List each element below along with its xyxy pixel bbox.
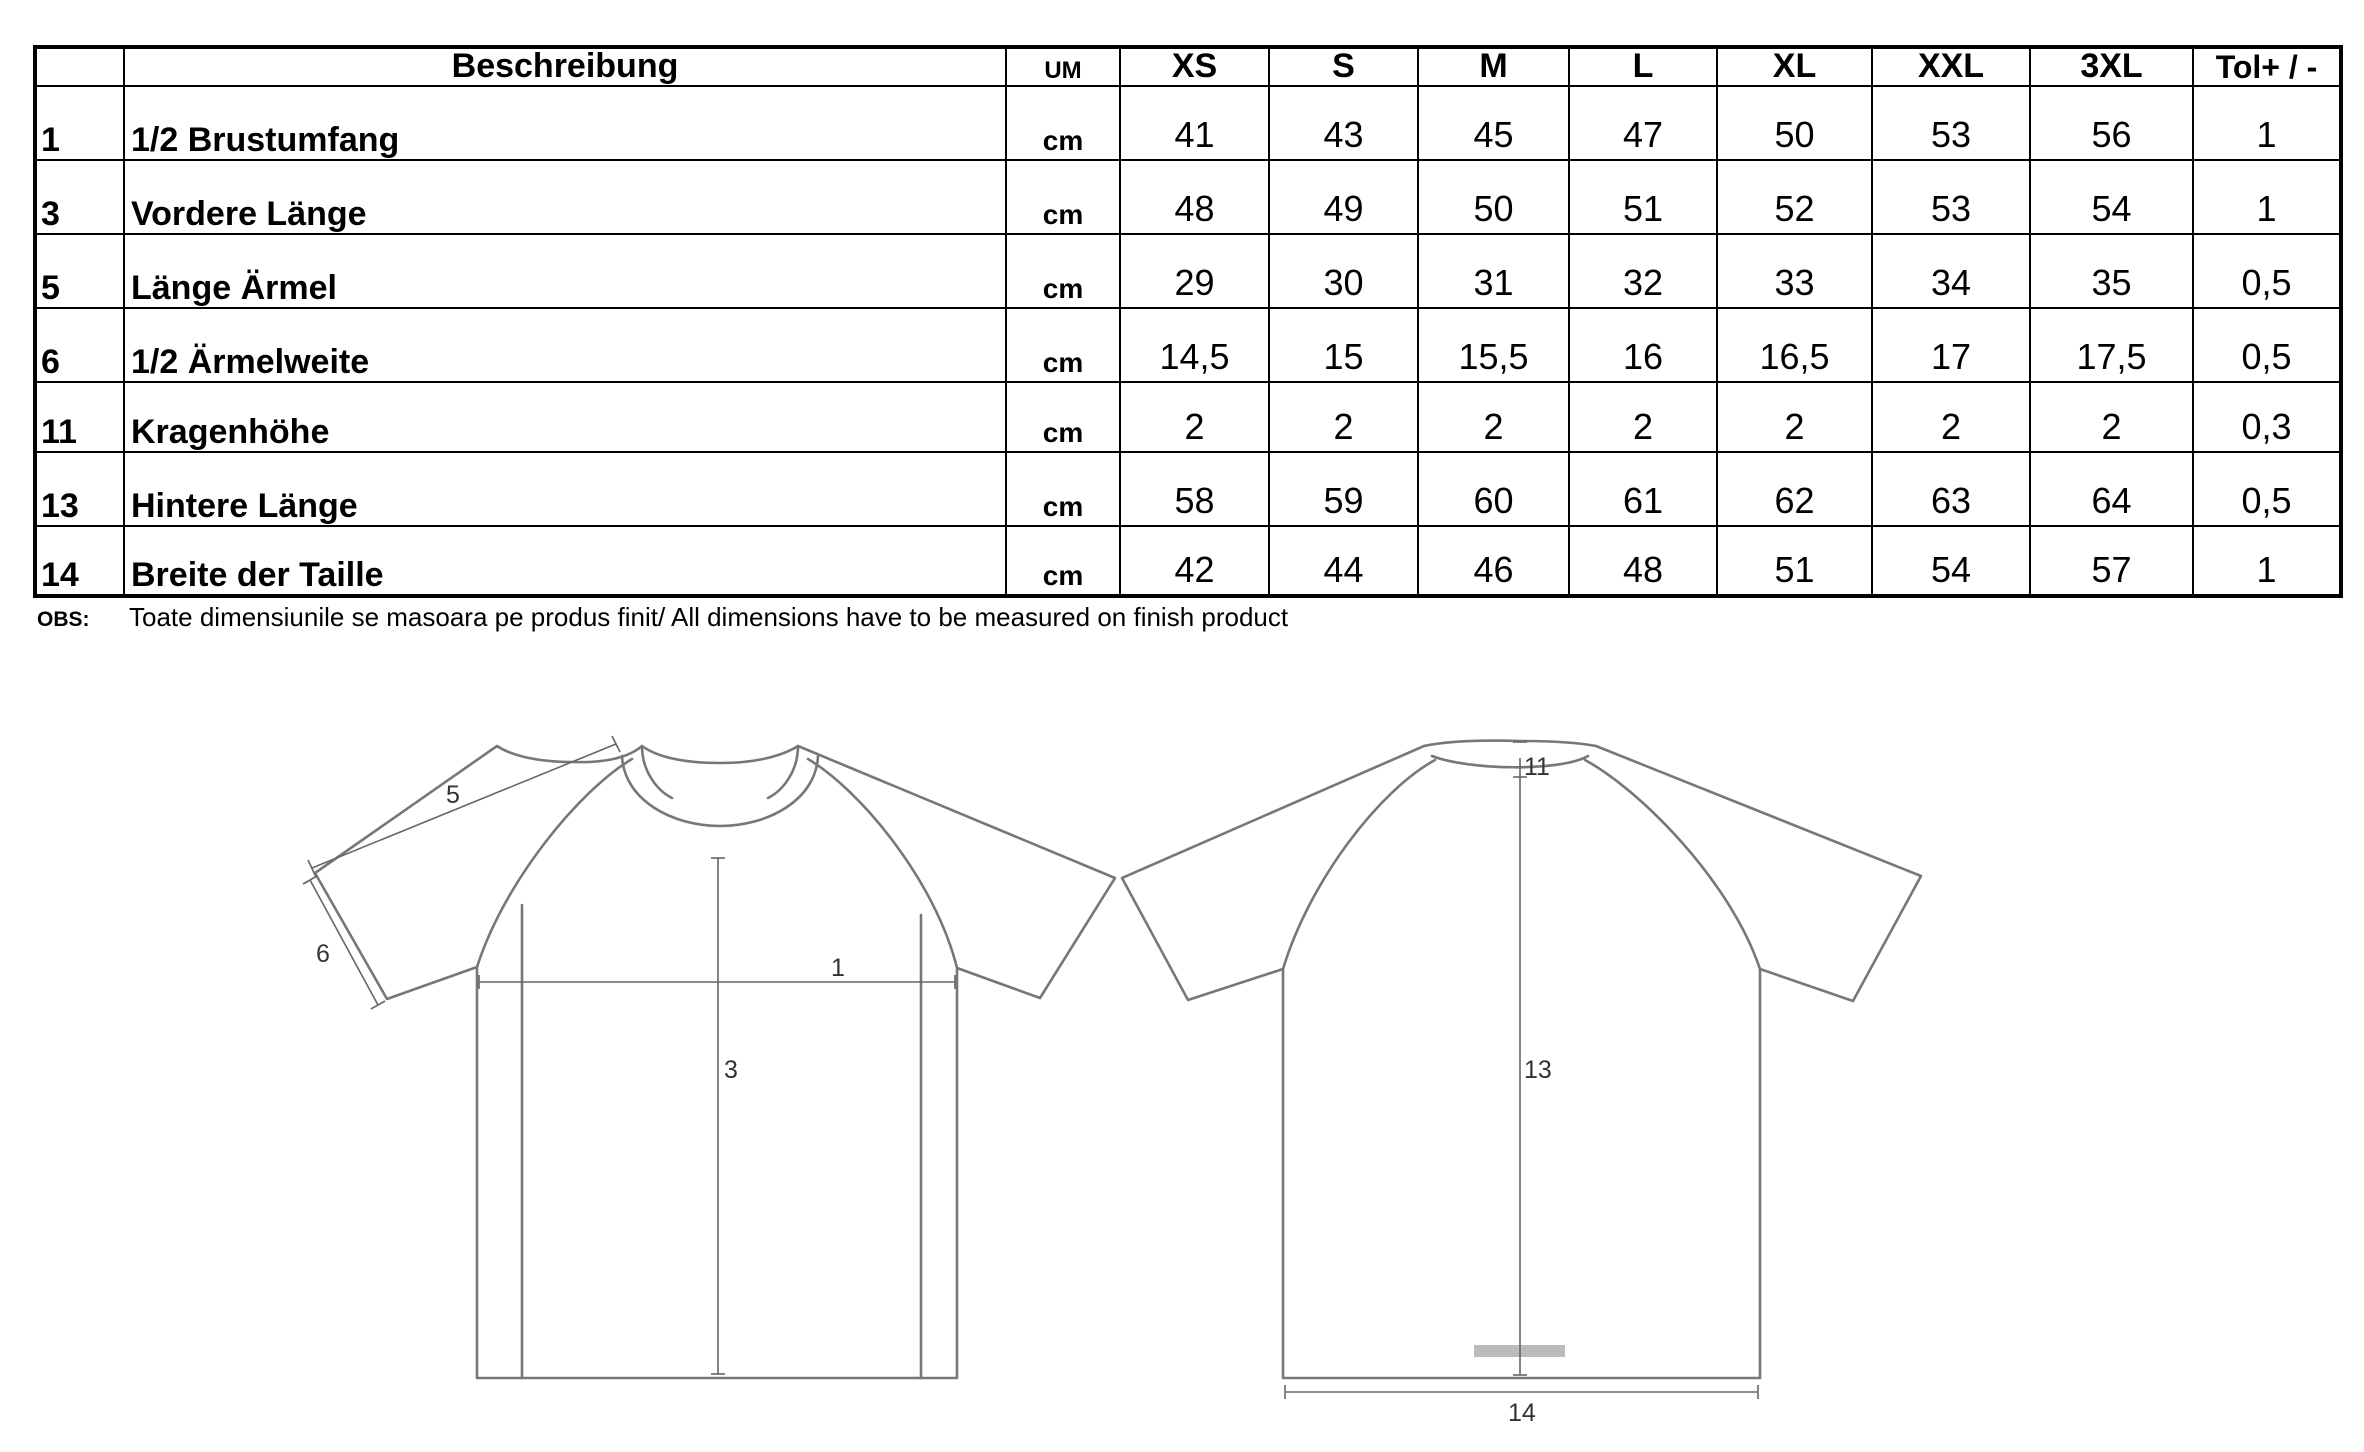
value-xl: 2 <box>1717 382 1872 452</box>
collar-height-label: 11 <box>1524 753 1550 781</box>
value-s: 2 <box>1269 382 1418 452</box>
row-description: 1/2 Brustumfang <box>124 86 1006 160</box>
value-xl: 51 <box>1717 526 1872 596</box>
front-collar-outer-line <box>642 746 798 798</box>
back-length-label: 13 <box>1524 1056 1552 1084</box>
value-s: 43 <box>1269 86 1418 160</box>
header-size-xs: XS <box>1120 47 1269 86</box>
value-tolerance: 0,5 <box>2193 308 2341 382</box>
value-xxl: 54 <box>1872 526 2030 596</box>
value-xxl: 53 <box>1872 160 2030 234</box>
row-description: Hintere Länge <box>124 452 1006 526</box>
value-s: 30 <box>1269 234 1418 308</box>
value-xs: 29 <box>1120 234 1269 308</box>
row-unit: cm <box>1006 86 1120 160</box>
row-unit: cm <box>1006 234 1120 308</box>
value-m: 31 <box>1418 234 1569 308</box>
note-label: OBS: <box>37 608 90 631</box>
value-m: 60 <box>1418 452 1569 526</box>
value-l: 48 <box>1569 526 1717 596</box>
value-l: 61 <box>1569 452 1717 526</box>
header-size-xl: XL <box>1717 47 1872 86</box>
back-tshirt-drawing <box>1122 741 1921 1378</box>
value-s: 49 <box>1269 160 1418 234</box>
value-l: 2 <box>1569 382 1717 452</box>
value-3xl: 64 <box>2030 452 2193 526</box>
value-3xl: 56 <box>2030 86 2193 160</box>
value-tolerance: 1 <box>2193 160 2341 234</box>
value-xxl: 53 <box>1872 86 2030 160</box>
front-dimension-lines <box>303 736 955 1374</box>
value-tolerance: 0,5 <box>2193 234 2341 308</box>
value-tolerance: 0,5 <box>2193 452 2341 526</box>
value-s: 15 <box>1269 308 1418 382</box>
value-xxl: 63 <box>1872 452 2030 526</box>
value-m: 46 <box>1418 526 1569 596</box>
header-size-3xl: 3XL <box>2030 47 2193 86</box>
back-right-raglan-seam <box>1585 760 1760 969</box>
value-3xl: 35 <box>2030 234 2193 308</box>
row-description: Vordere Länge <box>124 160 1006 234</box>
row-unit: cm <box>1006 308 1120 382</box>
value-xs: 42 <box>1120 526 1269 596</box>
row-number: 11 <box>35 382 124 452</box>
back-dimension-lines <box>1285 742 1758 1427</box>
value-m: 2 <box>1418 382 1569 452</box>
value-tolerance: 1 <box>2193 526 2341 596</box>
row-description: Länge Ärmel <box>124 234 1006 308</box>
value-xs: 14,5 <box>1120 308 1269 382</box>
header-size-l: L <box>1569 47 1717 86</box>
front-right-raglan-seam <box>808 759 957 968</box>
value-l: 16 <box>1569 308 1717 382</box>
row-description: 1/2 Ärmelweite <box>124 308 1006 382</box>
row-unit: cm <box>1006 160 1120 234</box>
value-3xl: 2 <box>2030 382 2193 452</box>
sleeve-width-label: 6 <box>316 940 330 968</box>
note-text: Toate dimensiunile se masoara pe produs finit/ All dimensions have to be measured on finish product <box>129 602 1289 632</box>
value-tolerance: 0,3 <box>2193 382 2341 452</box>
value-3xl: 57 <box>2030 526 2193 596</box>
sleeve-length-dimension-tick <box>612 736 620 752</box>
back-collar-band <box>1432 756 1588 767</box>
waist-width-label: 14 <box>1508 1399 1536 1427</box>
row-description: Breite der Taille <box>124 526 1006 596</box>
value-s: 59 <box>1269 452 1418 526</box>
value-s: 44 <box>1269 526 1418 596</box>
value-tolerance: 1 <box>2193 86 2341 160</box>
value-xl: 52 <box>1717 160 1872 234</box>
row-unit: cm <box>1006 382 1120 452</box>
value-xxl: 34 <box>1872 234 2030 308</box>
sleeve-width-dimension-tick <box>371 1001 385 1009</box>
back-shirt-outline <box>1122 741 1921 1378</box>
value-xl: 62 <box>1717 452 1872 526</box>
value-xs: 48 <box>1120 160 1269 234</box>
value-m: 15,5 <box>1418 308 1569 382</box>
header-size-s: S <box>1269 47 1418 86</box>
row-unit: cm <box>1006 526 1120 596</box>
value-m: 50 <box>1418 160 1569 234</box>
value-xl: 16,5 <box>1717 308 1872 382</box>
row-number: 13 <box>35 452 124 526</box>
value-l: 47 <box>1569 86 1717 160</box>
row-number: 5 <box>35 234 124 308</box>
header-tolerance: Tol+ / - <box>2193 47 2341 86</box>
value-xl: 33 <box>1717 234 1872 308</box>
row-number: 1 <box>35 86 124 160</box>
front-left-raglan-seam <box>477 759 632 967</box>
value-xs: 41 <box>1120 86 1269 160</box>
row-number: 14 <box>35 526 124 596</box>
value-m: 45 <box>1418 86 1569 160</box>
value-xxl: 17 <box>1872 308 2030 382</box>
sleeve-length-label: 5 <box>446 781 460 809</box>
value-xl: 50 <box>1717 86 1872 160</box>
value-xxl: 2 <box>1872 382 2030 452</box>
front-length-label: 3 <box>724 1056 738 1084</box>
back-left-raglan-seam <box>1283 760 1435 969</box>
front-tshirt-drawing <box>315 746 1115 1378</box>
header-description: Beschreibung <box>124 47 1006 86</box>
row-number: 6 <box>35 308 124 382</box>
value-l: 32 <box>1569 234 1717 308</box>
row-description: Kragenhöhe <box>124 382 1006 452</box>
header-size-xxl: XXL <box>1872 47 2030 86</box>
row-number: 3 <box>35 160 124 234</box>
header-um: UM <box>1006 47 1120 86</box>
value-3xl: 54 <box>2030 160 2193 234</box>
sleeve-length-dimension-tick <box>308 860 316 877</box>
value-xs: 58 <box>1120 452 1269 526</box>
sleeve-width-dimension-tick <box>303 876 317 884</box>
header-size-m: M <box>1418 47 1569 86</box>
chest-label: 1 <box>831 954 845 982</box>
value-l: 51 <box>1569 160 1717 234</box>
front-shirt-outline <box>315 746 1115 1378</box>
front-collar-inner-line <box>622 756 818 826</box>
value-3xl: 17,5 <box>2030 308 2193 382</box>
value-xs: 2 <box>1120 382 1269 452</box>
row-unit: cm <box>1006 452 1120 526</box>
sleeve-length-dimension-line <box>312 744 616 868</box>
